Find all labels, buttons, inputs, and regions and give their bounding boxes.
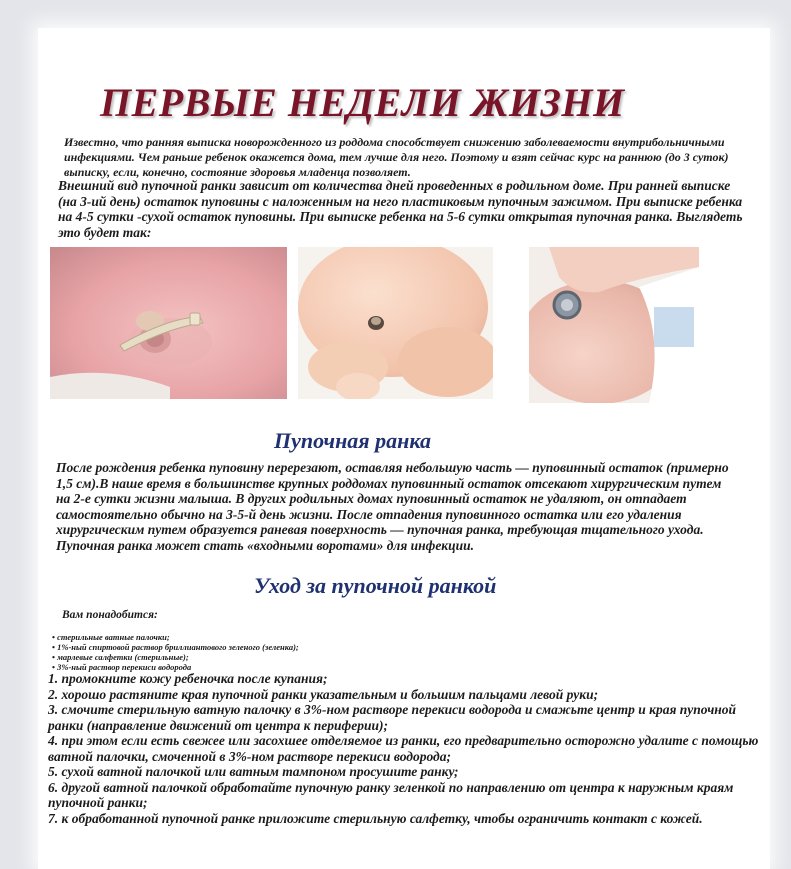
umbilical-wound-paragraph: После рождения ребенка пуповину перерезают, оставляя небольшую часть — пуповинный остаток (примерно 1,5 см).В наше время в большинстве крупных роддомах пуповинный остаток отсекают хирургическим путем на 2-е сутки жизни малыша. В других родильных домах пуповинный остаток не удаляют, он отпадает самостоятельно обычно на 3-5-й день жизни. После отпадения пуповинного остатка или его удаления хирургическим путем образуется раневая поверхность — пупочная ранка, требующая тщательного ухода. Пупочная ранка может стать «входными воротами» для инфекции. [56,460,729,553]
care-steps-list [48,671,768,826]
section-heading-umbilical-wound: Пупочная ранка [274,428,431,453]
supply-item: • 3%-ный раствор перекиси водорода [52,662,299,672]
dry-stump-photo [298,247,493,399]
care-step: 3. смочите стерильную ватную палочку в 3%-ном растворе перекиси водорода и смажьте центр и края пупочной ранки (направление движений от центра к периферии); [48,702,737,733]
supplies-label: Вам понадобится: [62,609,158,621]
umbilical-appearance-paragraph: Внешний вид пупочной ранки зависит от количества дней проведенных в родильном доме. При ранней выписке (на 3-ий день) остаток пуповины с наложенным на него пластиковым пупочным зажимом. При выписке ребенка на 4-5 сутки -сухой остаток пуповины. При выписке ребенка на 5-6 сутки открытая пупочная ранка. Выглядеть это будет так: [58,178,743,240]
care-step: 5. сухой ватной палочкой или ватным тампоном просушите ранку; [48,764,459,779]
care-step: 4. при этом если есть свежее или засохшее отделяемое из ранки, его предварительно осторожно удалите с помощью ватной палочки, смоченной в 3%-ном растворе перекиси водорода; [48,733,759,764]
care-step: 7. к обработанной пупочной ранке приложите стерильную салфетку, чтобы ограничить контакт с кожей. [48,810,703,826]
supply-item: • стерильные ватные палочки; [52,632,299,642]
care-step: 6. другой ватной палочкой обработайте пупочную ранку зеленкой по направлению от центра к наружным краям пупочной ранки; [48,779,734,810]
page-title: ПЕРВЫЕ НЕДЕЛИ ЖИЗНИ [100,80,625,125]
supply-item: • 1%-ный спиртовой раствор бриллиантового зеленого (зеленка); [52,642,299,652]
supply-item: • марлевые салфетки (стерильные); [52,652,299,662]
intro-paragraph: Известно, что ранняя выписка новорожденного из роддома способствует снижению заболеваемости внутрибольничными инфекциями. Чем раньше ребенок окажется дома, тем лучше для него. Поэтому и взят сейчас курс на раннюю (до 3 суток) выписку, если, конечно, состояние здоровья младенца позволяет. [64,135,729,179]
stethoscope-photo [529,247,699,403]
umbilical-clamp-photo [50,247,287,399]
section-heading-wound-care: Уход за пупочной ранкой [254,573,497,598]
care-step: 2. хорошо растяните края пупочной ранки указательным и большим пальцами левой руки; [48,686,599,702]
supplies-list [52,632,299,672]
care-step: 1. промокните кожу ребеночка после купания; [48,671,328,686]
